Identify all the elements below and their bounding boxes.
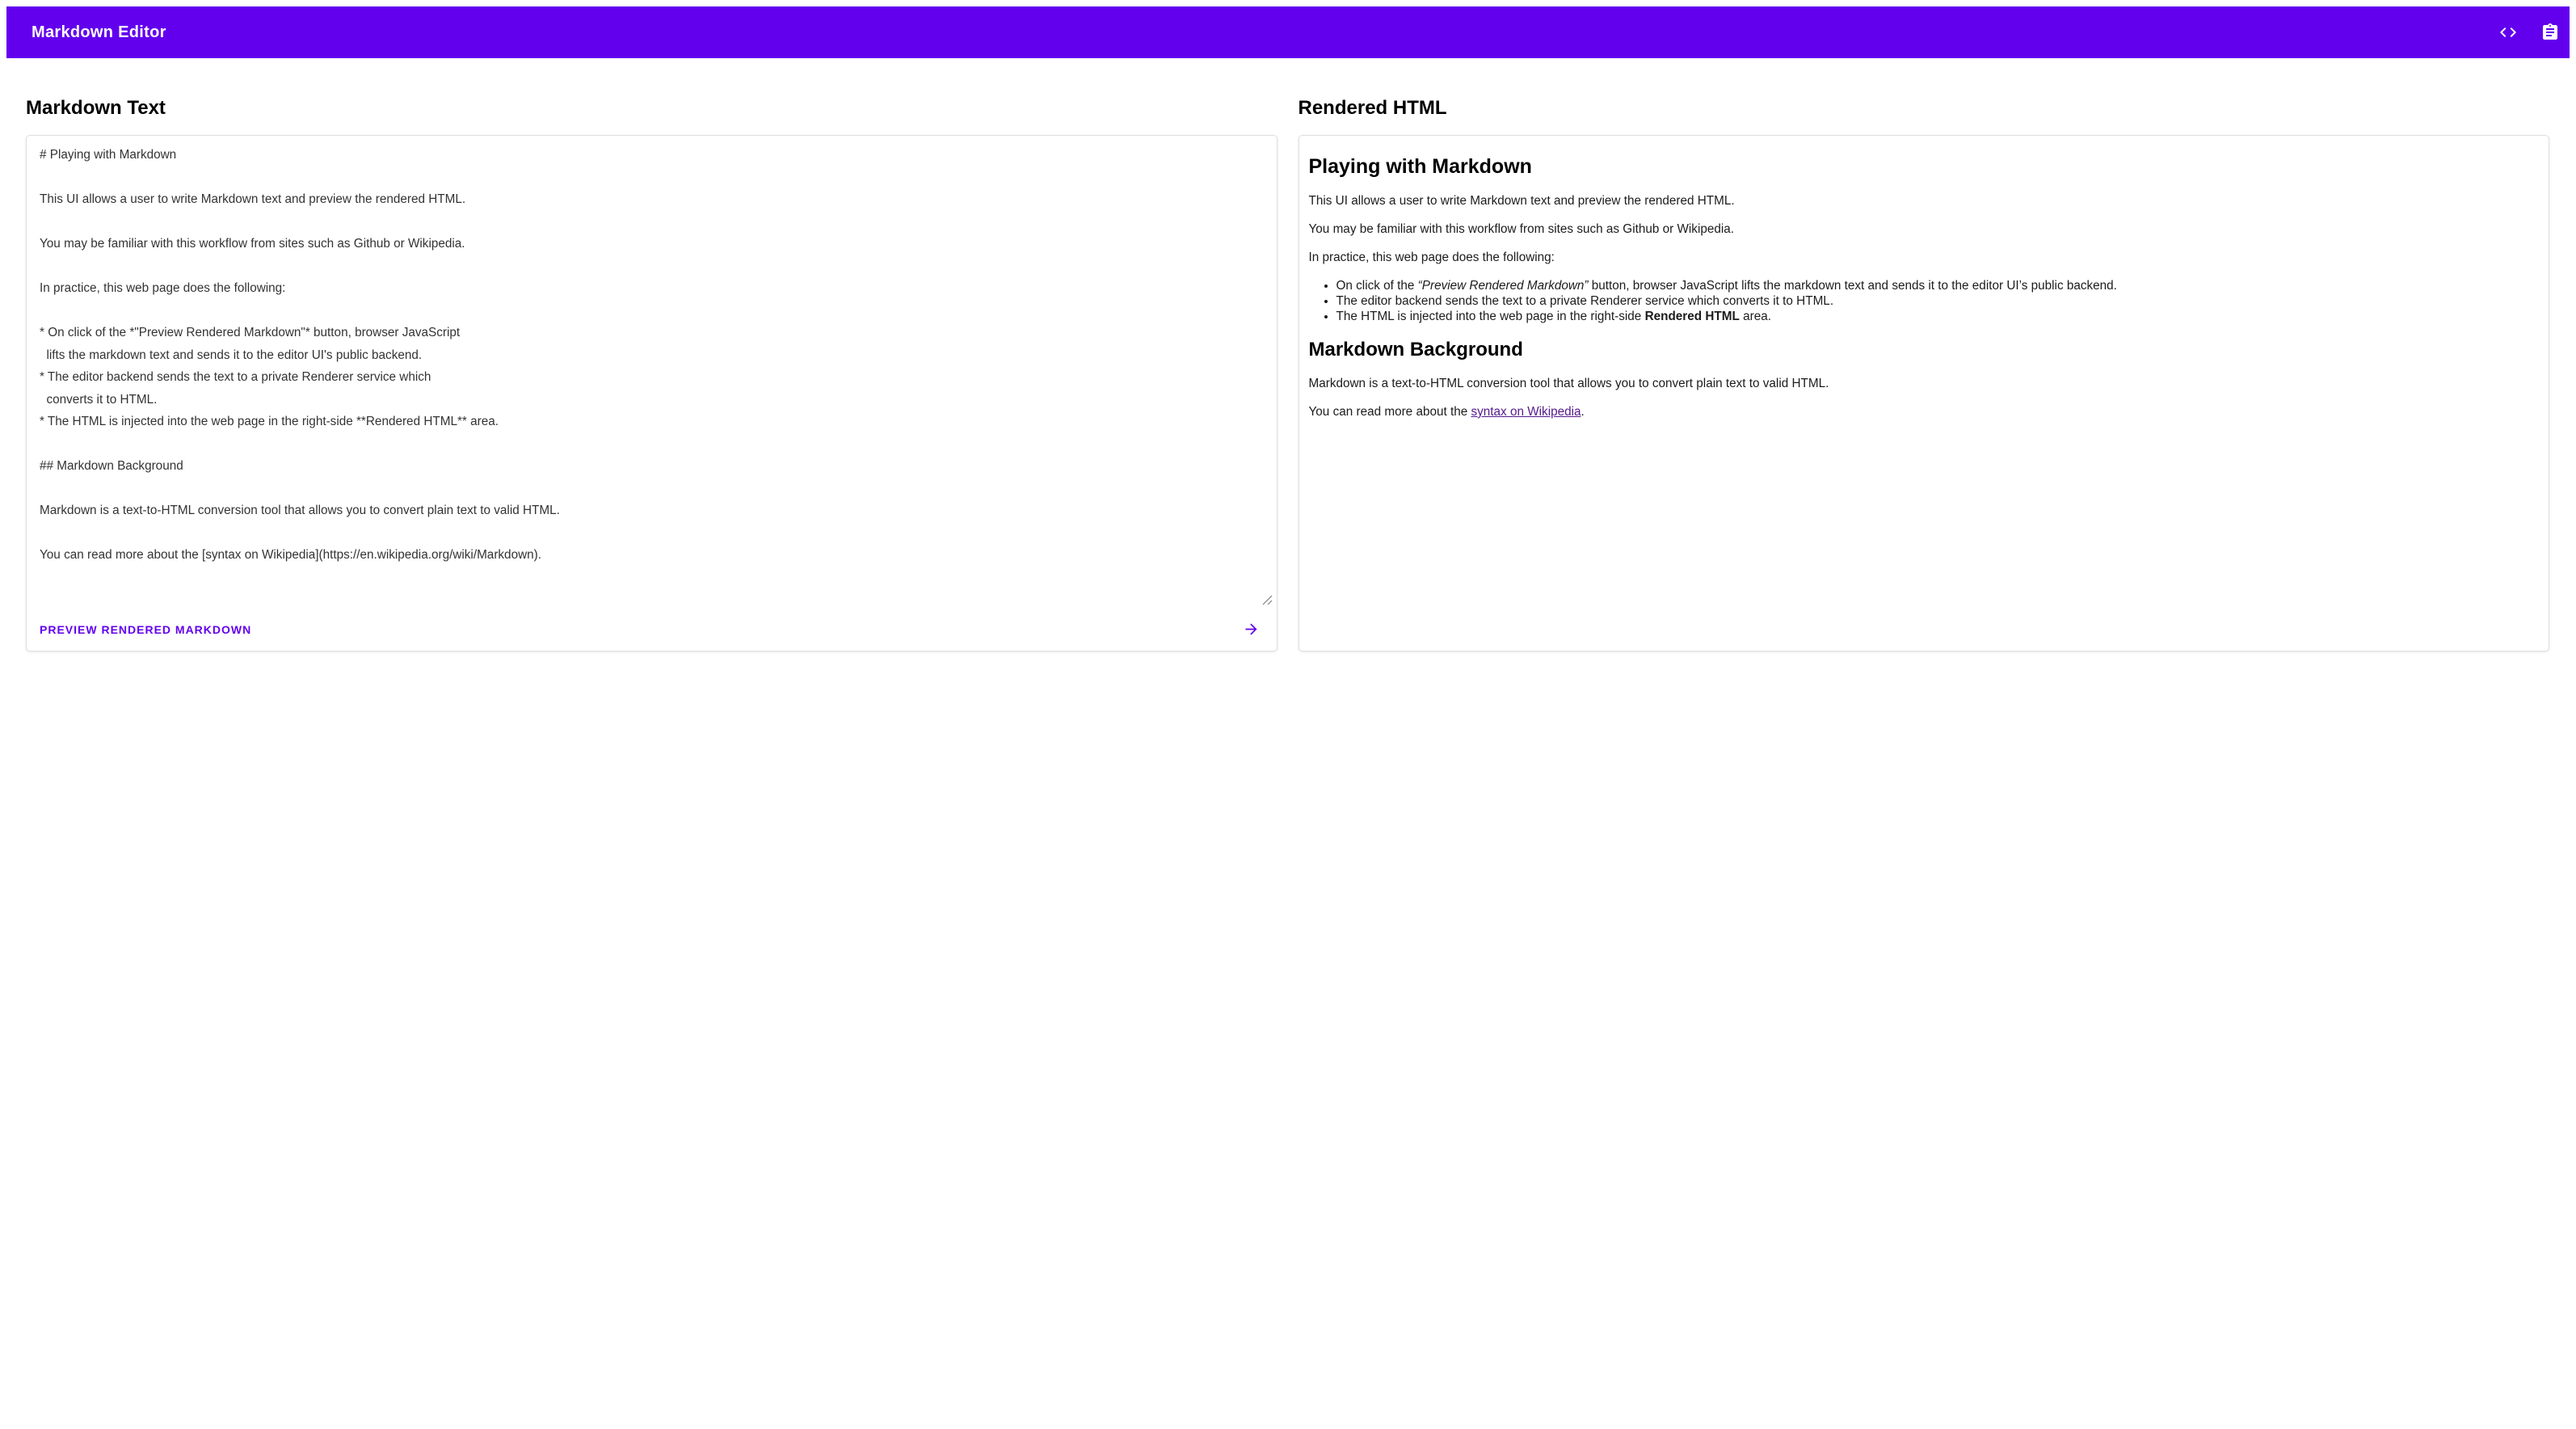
rendered-bullet-list <box>1309 278 2540 324</box>
rendered-paragraph: This UI allows a user to write Markdown text and preview the rendered HTML. <box>1308 194 1735 208</box>
rendered-paragraph: You may be familiar with this workflow from sites such as Github or Wikipedia. <box>1308 222 1735 236</box>
editor-card-actions <box>27 608 1277 651</box>
rendered-list-item: • The HTML is injected into the web page in the right-side Rendered HTML area. <box>1336 309 2540 324</box>
rendered-paragraph: In practice, this web page does the following: <box>1308 251 1555 264</box>
resize-handle-icon[interactable] <box>1262 595 1273 605</box>
italic-text: “Preview Rendered Markdown” <box>1417 279 1589 293</box>
rendered-doc-title: Playing with Markdown <box>1308 155 1532 178</box>
rendered-html-panel <box>1299 58 2550 651</box>
rendered-list-item: • On click of the “Preview Rendered Markdown” button, browser JavaScript lifts the markdown text and sends it to the editor UI’s public backend. <box>1336 278 2540 293</box>
rendered-paragraph: Markdown is a text-to-HTML conversion tool that allows you to convert plain text to valid HTML. <box>1308 377 1829 390</box>
wikipedia-link[interactable]: syntax on Wikipedia <box>1471 405 1581 419</box>
app-bar-actions <box>2498 23 2560 42</box>
rendered-subheading: Markdown Background <box>1308 339 1523 360</box>
app-title: Markdown Editor <box>32 23 166 41</box>
bold-text: Rendered HTML <box>1644 310 1740 323</box>
markdown-editor-panel <box>26 58 1277 651</box>
editor-card <box>26 135 1277 651</box>
code-icon[interactable] <box>2498 23 2518 42</box>
rendered-list-item: • The editor backend sends the text to a private Renderer service which converts it to HTML. <box>1336 293 2540 309</box>
rendered-html-heading: Rendered HTML <box>1298 97 1447 119</box>
markdown-text-heading: Markdown Text <box>26 97 166 119</box>
preview-card <box>1299 135 2550 651</box>
markdown-source-textarea[interactable] <box>27 136 1277 608</box>
preview-rendered-markdown-button[interactable]: PREVIEW RENDERED MARKDOWN <box>40 617 251 643</box>
arrow-forward-icon[interactable] <box>1242 620 1261 639</box>
rendered-paragraph-with-link: You can read more about the syntax on Wikipedia. <box>1308 405 1585 419</box>
assignment-icon[interactable] <box>2540 23 2560 42</box>
app-bar <box>6 6 2570 58</box>
main-content <box>0 58 2576 684</box>
